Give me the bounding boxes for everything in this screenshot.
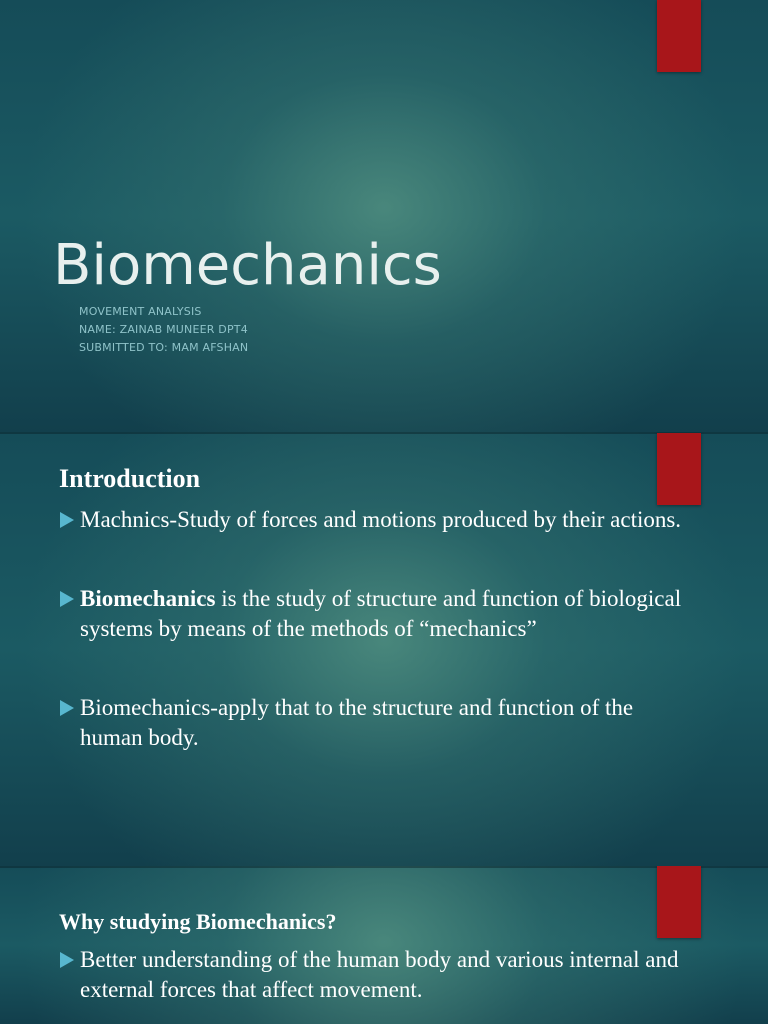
bullet-text: is the study of structure and function of biological systems by means of the methods of “mechanics” (80, 586, 682, 641)
slide-subtitle (79, 303, 248, 357)
slide-divider (0, 866, 768, 868)
accent-bar (657, 0, 701, 72)
triangle-right-icon (60, 952, 74, 968)
slide-title: Biomechanics (53, 233, 442, 298)
bullet-list (59, 505, 699, 753)
bullet-text: Biomechanics-apply that to the structure and function of the human body. (80, 695, 634, 750)
triangle-right-icon (60, 591, 74, 607)
bullet-item (59, 505, 699, 535)
triangle-right-icon (60, 512, 74, 528)
bullet-list (59, 945, 699, 1005)
subtitle-line: SUBMITTED TO: MAM AFSHAN (79, 341, 249, 354)
bullet-text: Better understanding of the human body and various internal and external forces that affect movement. (80, 947, 679, 1002)
bullet-item (59, 584, 699, 644)
bullet-text: Machnics-Study of forces and motions produced by their actions. (80, 507, 682, 532)
accent-bar (657, 866, 701, 938)
triangle-right-icon (60, 700, 74, 716)
subtitle-line: NAME: ZAINAB MUNEER DPT4 (79, 323, 248, 336)
slide-divider (0, 432, 768, 434)
slide-heading: Introduction (59, 464, 201, 493)
why-studying-slide (0, 866, 768, 1024)
bullet-item (59, 945, 699, 1005)
introduction-slide (0, 432, 768, 866)
bullet-item (59, 693, 699, 753)
bullet-lead: Biomechanics (80, 586, 216, 611)
accent-bar (657, 433, 701, 505)
title-slide (0, 0, 768, 432)
subtitle-line: MOVEMENT ANALYSIS (79, 305, 202, 318)
slide-heading: Why studying Biomechanics? (59, 909, 337, 934)
